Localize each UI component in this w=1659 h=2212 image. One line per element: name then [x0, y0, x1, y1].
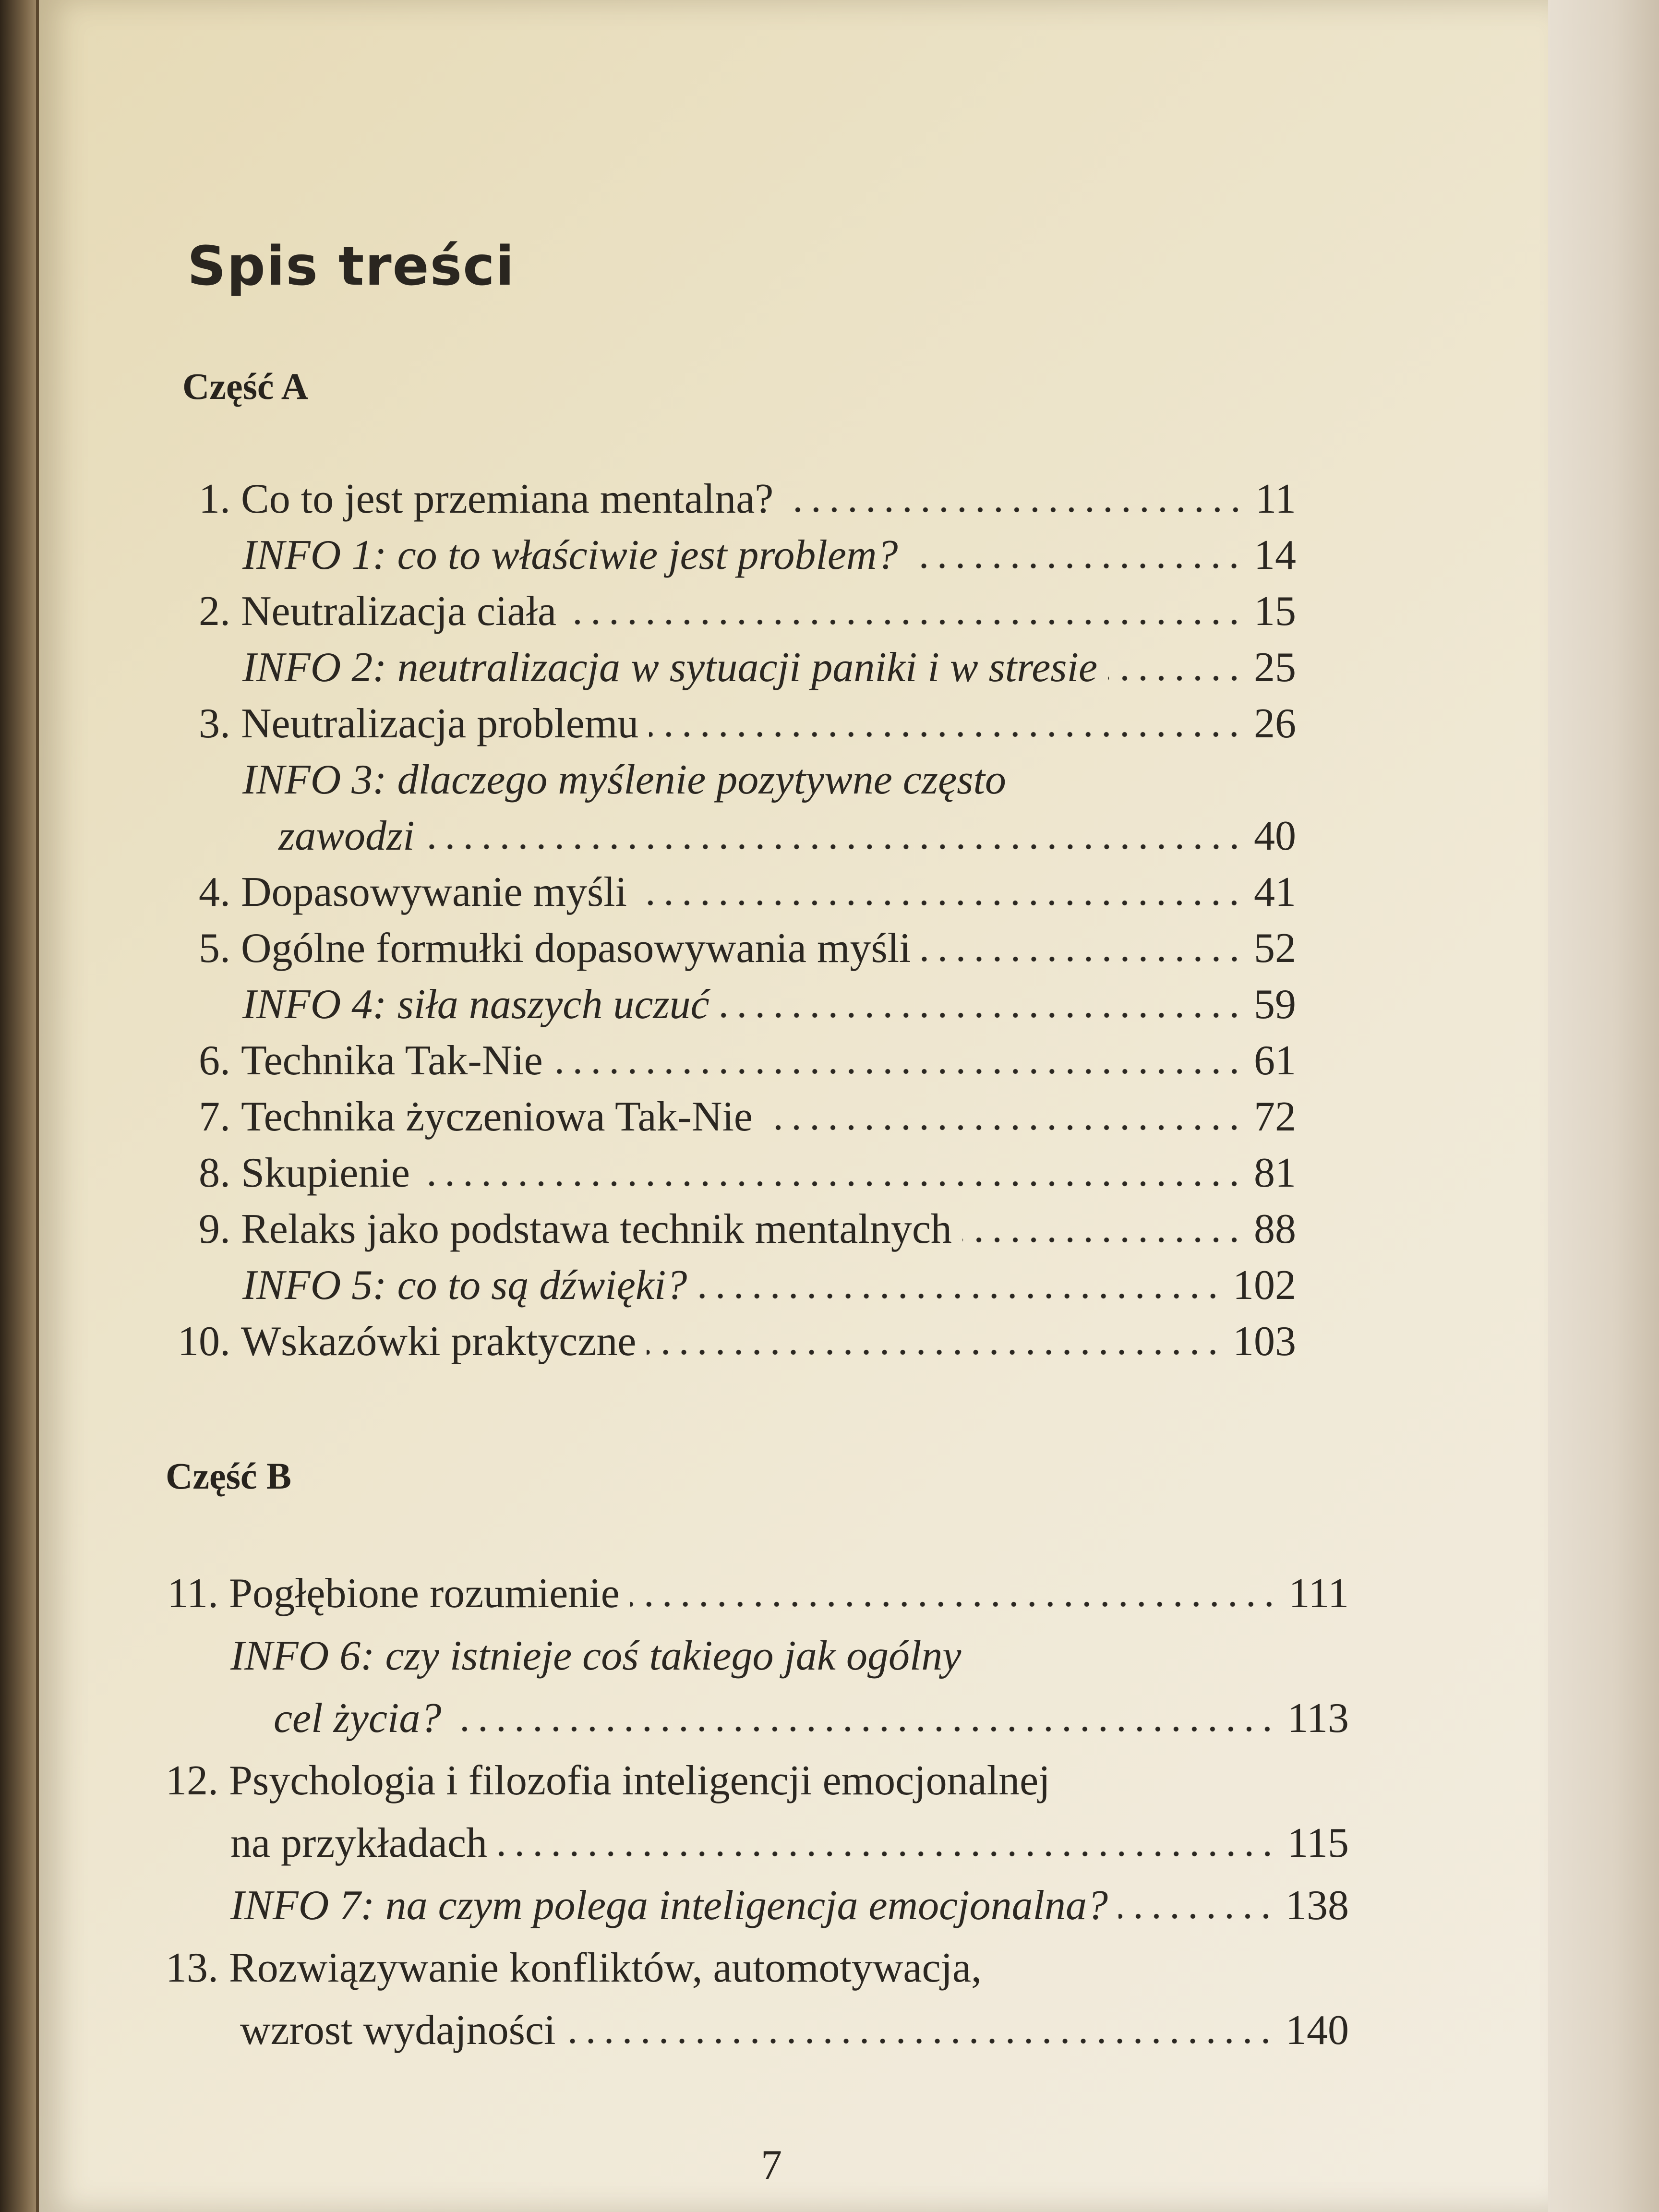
- dot-leader: [425, 844, 1243, 850]
- chapter-number: 11.: [167, 1570, 218, 1617]
- chapter-number: 10.: [178, 1318, 230, 1365]
- page-ref: 115: [1287, 1820, 1349, 1866]
- dot-leader: [922, 956, 1243, 962]
- toc-entry-continuation: [274, 1695, 1349, 1743]
- page-ref: 72: [1254, 1094, 1296, 1140]
- page-ref: 52: [1254, 925, 1296, 972]
- toc-chapter-entry: [58, 1037, 1296, 1085]
- toc-chapter-entry: [58, 1944, 1349, 1992]
- entry-title: Relaks jako podstawa technik mentalnych: [241, 1206, 952, 1252]
- chapter-number: 3.: [199, 700, 230, 747]
- entry-title: INFO 2: neutralizacja w sytuacji paniki i w stresie: [242, 644, 1098, 691]
- page-ref: 102: [1233, 1262, 1296, 1309]
- entry-title: Rozwiązywanie konfliktów, automotywacja,: [229, 1945, 982, 1991]
- toc-chapter-entry: [58, 1570, 1349, 1618]
- page-ref: 59: [1254, 981, 1296, 1028]
- entry-title: Ogólne formułki dopasowywania myśli: [241, 925, 911, 972]
- chapter-number: 2.: [199, 588, 230, 635]
- dot-leader: [630, 1601, 1278, 1607]
- entry-title: Neutralizacja problemu: [241, 700, 639, 747]
- entry-title: Pogłębione rozumienie: [229, 1570, 620, 1617]
- toc-info-entry: [230, 1632, 1349, 1680]
- page-ref: 88: [1254, 1206, 1296, 1252]
- toc-info-entry: [242, 756, 1296, 804]
- page-ref: 15: [1254, 588, 1296, 635]
- dot-leader: [566, 2038, 1275, 2044]
- entry-title-continued: wzrost wydajności: [240, 2007, 556, 2054]
- dot-leader: [763, 1125, 1243, 1130]
- toc-chapter-entry: [58, 588, 1296, 636]
- entry-title: Co to jest przemiana mentalna?: [241, 476, 774, 522]
- dot-leader: [1108, 675, 1243, 681]
- entry-title-continued: zawodzi: [278, 813, 415, 859]
- page-ref: 41: [1254, 869, 1296, 915]
- page-ref: 25: [1254, 644, 1296, 691]
- page-ref: 14: [1254, 532, 1296, 578]
- page-ref: 138: [1286, 1882, 1349, 1929]
- toc-chapter-entry: [58, 475, 1296, 523]
- entry-title: INFO 5: co to są dźwięki?: [242, 1262, 687, 1309]
- dot-leader: [962, 1237, 1243, 1243]
- dot-leader: [553, 1069, 1243, 1074]
- toc-chapter-entry: [58, 700, 1296, 748]
- dot-leader: [498, 1851, 1276, 1857]
- dot-leader: [452, 1726, 1276, 1732]
- dot-leader: [649, 732, 1243, 737]
- chapter-number: 1.: [199, 476, 230, 522]
- entry-title: INFO 1: co to właściwie jest problem?: [242, 532, 898, 578]
- page-ref: 40: [1254, 813, 1296, 859]
- part-a-heading: Część A: [182, 365, 309, 407]
- toc-chapter-entry: [58, 868, 1296, 916]
- chapter-number: 7.: [199, 1094, 230, 1140]
- chapter-number: 4.: [199, 869, 230, 915]
- toc-info-entry: [242, 1262, 1296, 1310]
- chapter-number: 9.: [199, 1206, 230, 1252]
- entry-title: Neutralizacja ciała: [241, 588, 557, 635]
- entry-title: Psychologia i filozofia inteligencji emocjonalnej: [229, 1757, 1050, 1804]
- entry-title: INFO 7: na czym polega inteligencja emocjonalna?: [230, 1882, 1108, 1929]
- chapter-number: 8.: [199, 1150, 230, 1196]
- dot-leader: [637, 900, 1243, 906]
- entry-title-continued: cel życia?: [274, 1695, 442, 1742]
- page-number: 7: [761, 2142, 782, 2188]
- entry-title: Wskazówki praktyczne: [241, 1318, 637, 1365]
- entry-title: INFO 4: siła naszych uczuć: [242, 981, 709, 1028]
- dot-leader: [567, 619, 1243, 625]
- dot-leader: [908, 563, 1243, 569]
- toc-entry-continuation: [278, 812, 1296, 860]
- toc-info-entry: [242, 644, 1296, 692]
- entry-title: INFO 6: czy istnieje coś takiego jak ogólny: [230, 1633, 962, 1679]
- chapter-number: 13.: [166, 1945, 218, 1991]
- entry-title: Dopasowywanie myśli: [241, 869, 627, 915]
- toc-title: Spis treści: [187, 235, 516, 298]
- entry-title: Technika życzeniowa Tak-Nie: [241, 1094, 753, 1140]
- dot-leader: [697, 1293, 1222, 1299]
- toc-entry-continuation: [240, 2007, 1349, 2055]
- dot-leader: [720, 1012, 1243, 1018]
- dot-leader: [421, 1181, 1243, 1187]
- page-ref: 26: [1254, 700, 1296, 747]
- toc-chapter-entry: [58, 1757, 1349, 1805]
- toc-chapter-entry: [58, 1205, 1296, 1253]
- page-ref: 113: [1287, 1695, 1349, 1742]
- toc-info-entry: [242, 531, 1296, 579]
- toc-info-entry: [230, 1882, 1349, 1930]
- page-ref: 61: [1254, 1037, 1296, 1084]
- chapter-number: 6.: [199, 1037, 230, 1084]
- chapter-number: 12.: [166, 1757, 218, 1804]
- page-ref: 103: [1233, 1318, 1296, 1365]
- toc-chapter-entry: [58, 1149, 1296, 1197]
- page-ref: 111: [1288, 1570, 1349, 1617]
- toc-chapter-entry: [58, 1093, 1296, 1141]
- dot-leader: [1118, 1913, 1275, 1919]
- part-b-heading: Część B: [166, 1455, 292, 1497]
- entry-title: Skupienie: [241, 1150, 410, 1196]
- chapter-number: 5.: [199, 925, 230, 972]
- entry-title-continued: na przykładach: [230, 1820, 488, 1866]
- dot-leader: [647, 1349, 1222, 1355]
- toc-entry-continuation: [230, 1819, 1349, 1867]
- toc-chapter-entry: [58, 925, 1296, 973]
- dot-leader: [784, 507, 1245, 513]
- page-ref: 81: [1254, 1150, 1296, 1196]
- page-ref: 140: [1286, 2007, 1349, 2054]
- page-ref: 11: [1255, 476, 1296, 522]
- entry-title: Technika Tak-Nie: [241, 1037, 543, 1084]
- toc-info-entry: [242, 981, 1296, 1029]
- toc-chapter-entry: [58, 1318, 1296, 1366]
- entry-title: INFO 3: dlaczego myślenie pozytywne często: [242, 757, 1006, 803]
